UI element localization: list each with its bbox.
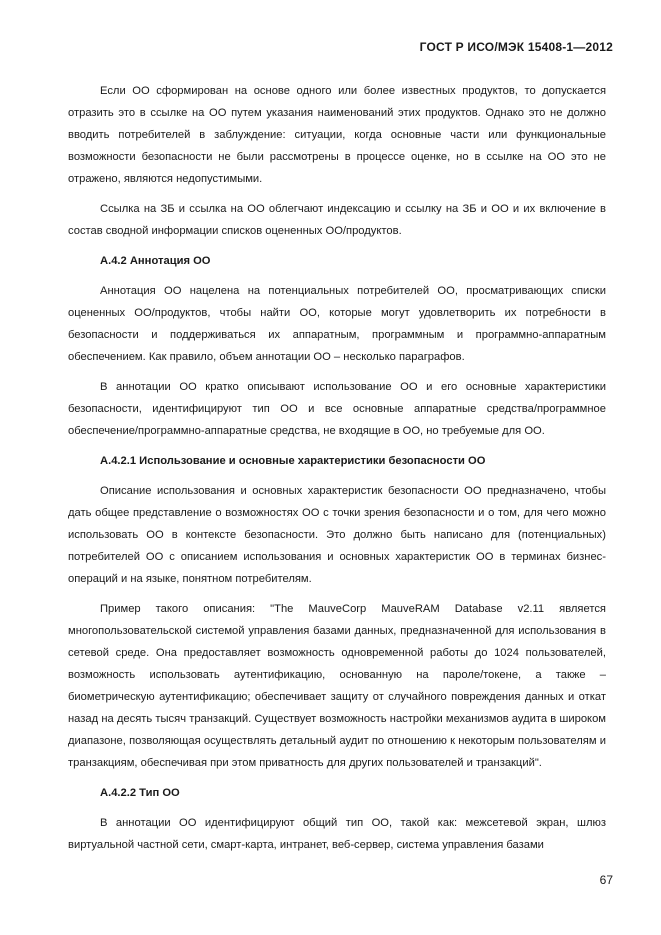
section-heading: А.4.2.1 Использование и основные характеристики безопасности ОО [100, 455, 486, 467]
paragraph: Аннотация ОО нацелена на потенциальных потребителей ОО, просматривающих списки оцененных ОО/продуктов, чтобы найти ОО, которые могут удовлетворить их потребности в безопасности и поддерживаться их аппаратным, программным и программно-аппаратным обеспечением. Как правило, объем аннотации ОО – несколько параграфов. [68, 285, 606, 363]
paragraph: В аннотации ОО идентифицируют общий тип ОО, такой как: межсетевой экран, шлюз виртуальной частной сети, смарт-карта, интранет, веб-сервер, система управления базами [68, 817, 606, 851]
section-heading: А.4.2.2 Тип ОО [100, 787, 180, 799]
section-heading: А.4.2 Аннотация ОО [100, 255, 211, 267]
paragraph: Пример такого описания: "The MauveCorp MauveRAM Database v2.11 является многопользовательской системой управления базами данных, предназначенной для использования в сетевой среде. Она предоставляет возможность одновременной работы до 1024 пользователей, возможность использовать аутентификацию, основанную на пароле/токене, а также – биометрическую аутентификацию; обеспечивает защиту от случайного повреждения данных и откат назад на десять тысяч транзакций. Существует возможность настройки механизмов аудита в широком диапазоне, позволяющая осуществлять детальный аудит по отношению к некоторым пользователям и транзакциям, обеспечивая при этом приватность для других пользователей и транзакций". [68, 603, 606, 769]
paragraph: В аннотации ОО кратко описывают использование ОО и его основные характеристики безопасности, идентифицируют тип ОО и все основные аппаратные средства/программное обеспечение/программно-аппаратные средства, не входящие в ОО, но требуемые для ОО. [68, 381, 606, 437]
page-number: 67 [599, 873, 613, 887]
paragraph: Описание использования и основных характеристик безопасности ОО предназначено, чтобы дать общее представление о возможностях ОО с точки зрения безопасности и о том, для чего можно использовать ОО в контексте безопасности. Это должно быть написано для (потенциальных) потребителей ОО с описанием использования и основных характеристик ОО в терминах бизнес-операций и на языке, понятном потребителям. [68, 485, 606, 585]
paragraph: Ссылка на ЗБ и ссылка на ОО облегчают индексацию и ссылку на ЗБ и ОО и их включение в состав сводной информации списков оцененных ОО/продуктов. [68, 203, 606, 237]
paragraph: Если ОО сформирован на основе одного или более известных продуктов, то допускается отразить это в ссылке на ОО путем указания наименований этих продуктов. Однако это не должно вводить потребителей в заблуждение: ситуации, когда основные части или функциональные возможности безопасности не были рассмотрены в процессе оценке, но в ссылке на ОО это не отражено, являются недопустимыми. [68, 85, 606, 185]
document-header: ГОСТ Р ИСО/МЭК 15408-1—2012 [419, 40, 613, 54]
page-content [68, 80, 606, 864]
